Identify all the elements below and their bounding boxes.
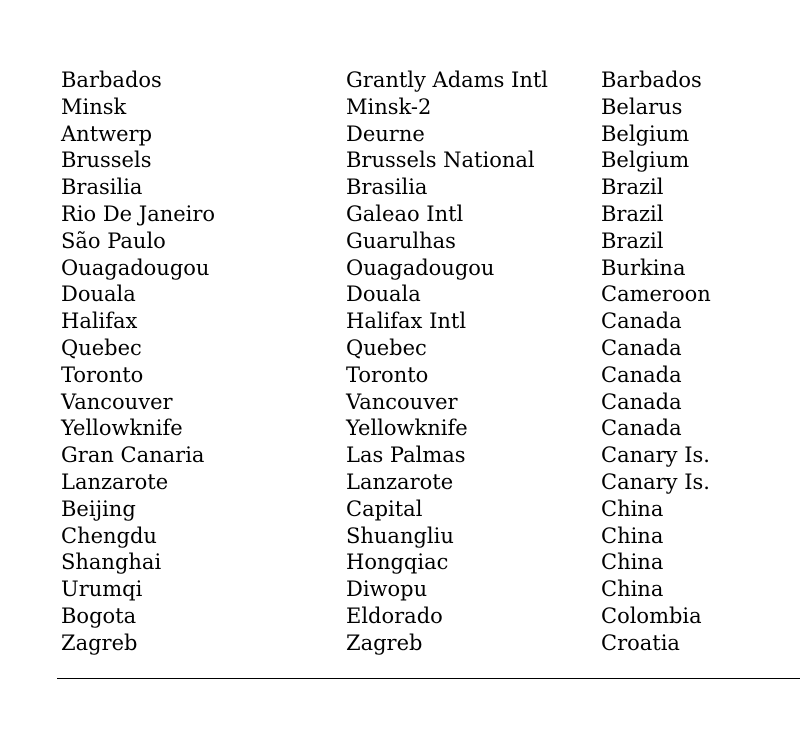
table-row (61, 523, 800, 550)
airport-table-container (61, 67, 800, 657)
airport-cell: Minsk-2 (346, 94, 432, 119)
airport-cell: Vancouver (346, 389, 458, 414)
table-bottom-rule (57, 678, 800, 679)
table-row (61, 281, 800, 308)
table-row (61, 362, 800, 389)
city-cell: Beijing (61, 496, 136, 521)
table-row (61, 415, 800, 442)
table-row (61, 67, 800, 94)
table-row (61, 630, 800, 657)
airport-cell: Shuangliu (346, 523, 454, 548)
table-row (61, 496, 800, 523)
city-cell: Ouagadougou (61, 255, 210, 280)
airport-cell: Toronto (346, 362, 429, 387)
city-cell: Halifax (61, 309, 138, 334)
airport-cell: Grantly Adams Intl (346, 68, 549, 92)
country-cell: Brazil (601, 175, 664, 200)
country-cell: Canary Is. (601, 443, 710, 468)
city-cell: Zagreb (61, 630, 138, 655)
country-cell: Belarus (601, 94, 683, 119)
table-row (61, 174, 800, 201)
country-cell: China (601, 577, 664, 602)
table-row (61, 228, 800, 255)
country-cell: China (601, 523, 664, 548)
country-cell: Brazil (601, 201, 664, 226)
airport-cell: Eldorado (346, 603, 443, 628)
airport-cell: Douala (346, 282, 421, 307)
table-row (61, 308, 800, 335)
table-row (61, 335, 800, 362)
city-cell: Bogota (61, 603, 137, 628)
country-cell: Cameroon (601, 282, 711, 307)
country-cell: Canada (601, 389, 682, 414)
country-cell: Croatia (601, 630, 680, 655)
country-cell: China (601, 496, 664, 521)
airport-cell: Brussels National (346, 148, 535, 173)
table-row (61, 201, 800, 228)
city-cell: Minsk (61, 94, 127, 119)
country-cell: Canada (601, 335, 682, 360)
city-cell: Chengdu (61, 523, 157, 548)
table-row (61, 255, 800, 282)
country-cell: Barbados (601, 68, 702, 92)
airport-cell: Deurne (346, 121, 425, 146)
table-row (61, 469, 800, 496)
country-cell: Canada (601, 362, 682, 387)
airport-cell: Yellowknife (346, 416, 468, 441)
city-cell: Antwerp (61, 121, 153, 146)
airport-cell: Capital (346, 496, 423, 521)
city-cell: Rio De Janeiro (61, 201, 216, 226)
country-cell: Canada (601, 309, 682, 334)
country-cell: Belgium (601, 148, 690, 173)
table-row (61, 147, 800, 174)
country-cell: Brazil (601, 228, 664, 253)
airport-table-body (61, 67, 800, 657)
city-cell: Brasilia (61, 175, 143, 200)
airport-cell: Galeao Intl (346, 201, 464, 226)
city-cell: São Paulo (61, 228, 166, 253)
city-cell: Gran Canaria (61, 443, 205, 468)
city-cell: Vancouver (61, 389, 173, 414)
country-cell: Colombia (601, 603, 702, 628)
city-cell: Urumqi (61, 577, 143, 602)
airport-cell: Zagreb (346, 630, 423, 655)
city-cell: Shanghai (61, 550, 162, 575)
table-row (61, 121, 800, 148)
country-cell: Canary Is. (601, 469, 710, 494)
country-cell: China (601, 550, 664, 575)
city-cell: Douala (61, 282, 136, 307)
city-cell: Quebec (61, 335, 142, 360)
airport-cell: Quebec (346, 335, 427, 360)
table-row (61, 576, 800, 603)
airport-cell: Brasilia (346, 175, 428, 200)
table-row (61, 603, 800, 630)
airport-table (61, 67, 800, 657)
city-cell: Yellowknife (61, 416, 183, 441)
city-cell: Lanzarote (61, 469, 169, 494)
airport-cell: Guarulhas (346, 228, 456, 253)
city-cell: Brussels (61, 148, 152, 173)
airport-cell: Las Palmas (346, 443, 466, 468)
city-cell: Toronto (61, 362, 144, 387)
table-row (61, 389, 800, 416)
airport-cell: Halifax Intl (346, 309, 467, 334)
airport-cell: Hongqiac (346, 550, 449, 575)
table-row (61, 549, 800, 576)
airport-cell: Lanzarote (346, 469, 454, 494)
country-cell: Burkina (601, 255, 686, 280)
airport-cell: Diwopu (346, 577, 428, 602)
table-row (61, 94, 800, 121)
table-row (61, 442, 800, 469)
country-cell: Belgium (601, 121, 690, 146)
airport-cell: Ouagadougou (346, 255, 495, 280)
country-cell: Canada (601, 416, 682, 441)
city-cell: Barbados (61, 68, 162, 92)
